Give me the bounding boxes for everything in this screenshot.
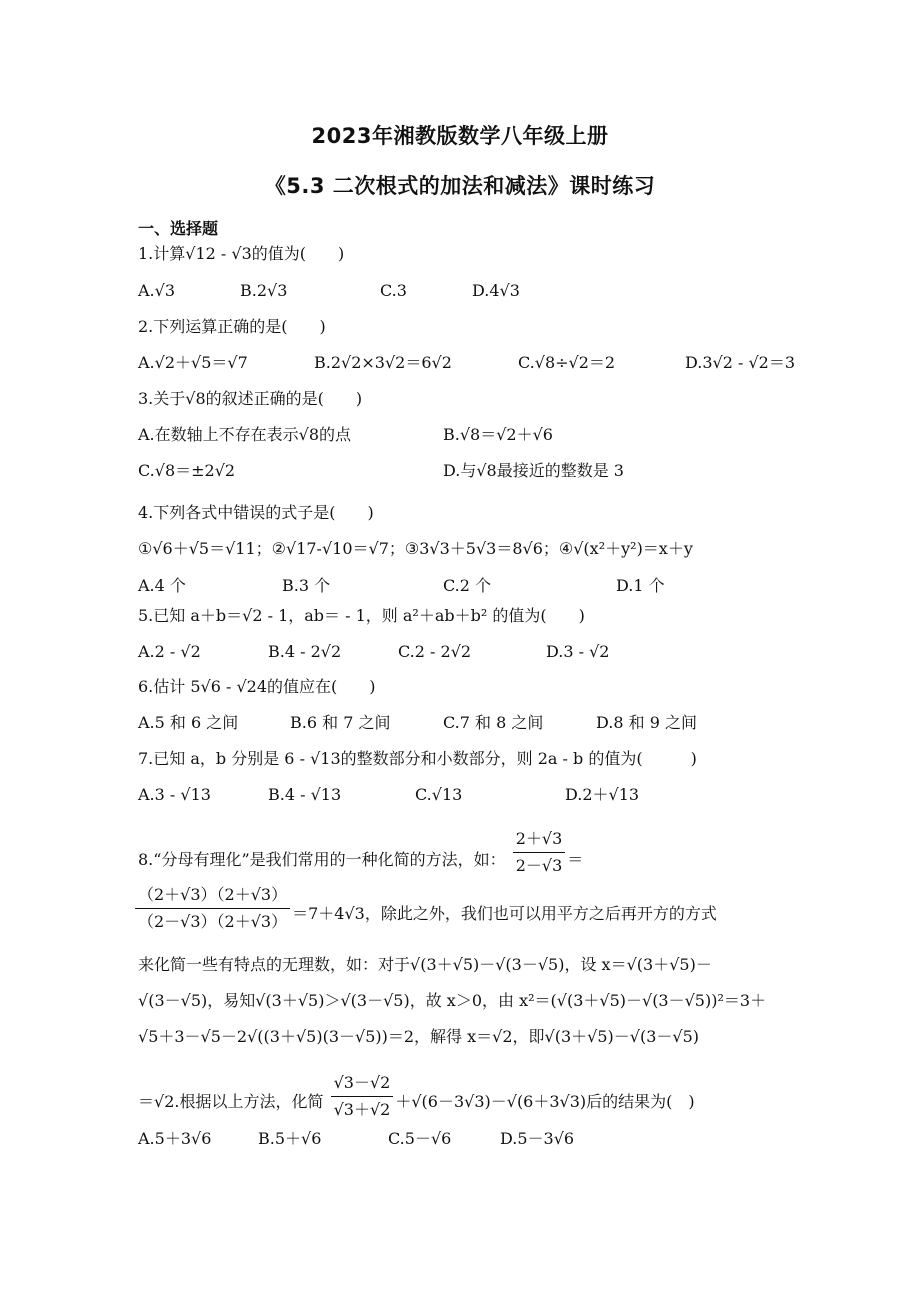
question-8-option-a: A.5＋3√6 (138, 1129, 212, 1148)
question-5-option-a: A.2 - √2 (138, 642, 201, 661)
question-3-option-d: D.与√8最接近的整数是 3 (443, 461, 624, 480)
fraction-example-1 (513, 828, 566, 877)
question-8-line-2-text: ＝7＋4√3，除此之外，我们也可以用平方之后再开方的方式 (292, 904, 717, 923)
fraction-3-denominator: √3＋√2 (333, 1100, 391, 1119)
question-8-line-2 (138, 885, 717, 939)
question-2-option-d: D.3√2 - √2＝3 (685, 353, 796, 372)
question-3-option-a: A.在数轴上不存在表示√8的点 (138, 425, 352, 444)
fraction-2-numerator: （2＋√3）（2＋√3） (135, 884, 290, 909)
fraction-1-denominator: 2－√3 (515, 856, 563, 875)
page-title: 2023年湘教版数学八年级上册 (311, 124, 609, 148)
question-8-option-c: C.5－√6 (388, 1129, 452, 1148)
fraction-2-denominator: （2－√3）（2＋√3） (138, 912, 288, 931)
question-4-items: ①√6＋√5＝√11；②√17-√10＝√7；③3√3＋5√3＝8√6；④√(x²＋y²)＝x＋y (138, 539, 693, 558)
question-8-line-4: √(3－√5)，易知√(3＋√5)＞√(3－√5)，故 x＞0，由 x²＝(√(3＋√5)－√(3－√5))²＝3＋ (138, 991, 767, 1010)
question-1-option-c: C.3 (380, 281, 407, 300)
equals-sign: ＝ (567, 850, 584, 869)
question-4-option-c: C.2 个 (443, 576, 492, 595)
fraction-3-numerator: √3－√2 (331, 1072, 394, 1097)
fraction-example-2 (135, 884, 290, 933)
question-4-stem: 4.下列各式中错误的式子是( ) (138, 503, 374, 522)
question-2-option-b: B.2√2×3√2＝6√2 (314, 353, 452, 372)
question-7-option-c: C.√13 (415, 785, 463, 804)
question-3-option-b: B.√8＝√2＋√6 (443, 425, 553, 444)
question-5-stem: 5.已知 a＋b＝√2 - 1，ab＝ - 1，则 a²＋ab＋b² 的值为( ) (138, 606, 585, 625)
question-7-stem: 7.已知 a，b 分别是 6 - √13的整数部分和小数部分，则 2a - b 的值为( ) (138, 749, 697, 768)
question-1-option-a: A.√3 (138, 281, 176, 300)
question-1-option-b: B.2√3 (240, 281, 288, 300)
question-8-line-5: √5＋3－√5－2√((3＋√5)(3－√5))＝2，解得 x＝√2，即√(3＋√5)－√(3－√5) (138, 1027, 700, 1046)
question-3-option-c: C.√8＝±2√2 (138, 461, 236, 480)
question-6-stem: 6.估计 5√6 - √24的值应在( ) (138, 677, 376, 696)
question-5-option-c: C.2 - 2√2 (398, 642, 472, 661)
question-2-stem: 2.下列运算正确的是( ) (138, 317, 326, 336)
fraction-1-numerator: 2＋√3 (513, 828, 566, 853)
question-1-stem: 1.计算√12 - √3的值为( ) (138, 244, 345, 263)
question-8-intro: 8.“分母有理化”是我们常用的一种化简的方法，如： (138, 850, 506, 869)
question-4-option-b: B.3 个 (282, 576, 331, 595)
fraction-example-3 (331, 1072, 394, 1121)
question-4-option-a: A.4 个 (138, 576, 186, 595)
question-6-option-d: D.8 和 9 之间 (596, 713, 697, 732)
question-8-line-6-text-b: ＋√(6－3√3)－√(6＋3√3)后的结果为( ) (395, 1092, 695, 1111)
question-8-line-6 (138, 1073, 695, 1127)
question-6-option-c: C.7 和 8 之间 (443, 713, 544, 732)
page-subtitle: 《5.3 二次根式的加法和减法》课时练习 (264, 174, 656, 198)
question-8-line-6-text-a: ＝√2.根据以上方法，化简 (138, 1092, 324, 1111)
question-8-option-b: B.5＋√6 (258, 1129, 322, 1148)
question-6-option-a: A.5 和 6 之间 (138, 713, 239, 732)
question-6-option-b: B.6 和 7 之间 (290, 713, 391, 732)
question-8-line-3: 来化简一些有特点的无理数，如：对于√(3＋√5)－√(3－√5)，设 x＝√(3＋√5)－ (138, 955, 712, 974)
question-3-stem: 3.关于√8的叙述正确的是( ) (138, 389, 363, 408)
question-8-line-1 (138, 829, 584, 885)
question-8-option-d: D.5－3√6 (500, 1129, 575, 1148)
question-2-option-a: A.√2＋√5＝√7 (138, 353, 248, 372)
question-5-option-b: B.4 - 2√2 (268, 642, 342, 661)
question-7-option-b: B.4 - √13 (268, 785, 342, 804)
question-5-option-d: D.3 - √2 (546, 642, 610, 661)
question-1-option-d: D.4√3 (472, 281, 520, 300)
section-heading: 一、选择题 (138, 219, 219, 238)
question-4-option-d: D.1 个 (616, 576, 665, 595)
question-2-option-c: C.√8÷√2＝2 (518, 353, 616, 372)
question-7-option-a: A.3 - √13 (138, 785, 211, 804)
question-7-option-d: D.2＋√13 (565, 785, 640, 804)
